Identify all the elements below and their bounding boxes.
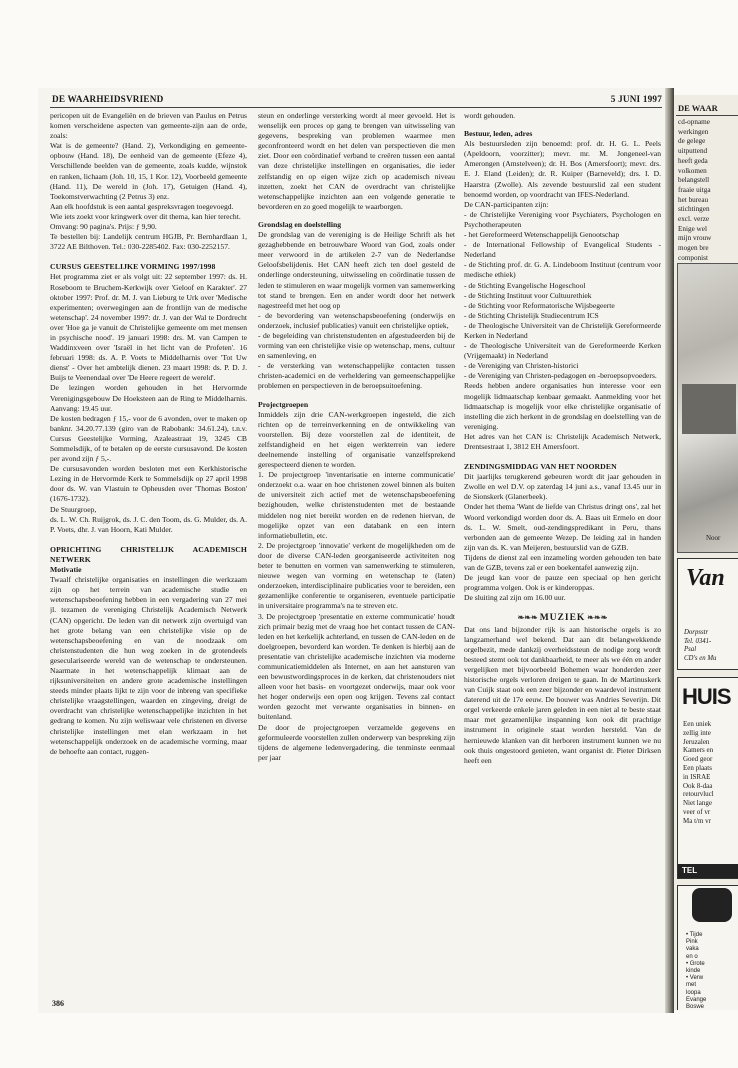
list-item: - het Gereformeerd Wetenschappelijk Genootschap [464,230,620,240]
text-line: Dorpsstr [684,629,709,636]
list-item: - de Christelijke Vereniging voor Psychiaters, Psychologen en Psychotherapeuten [464,209,661,229]
text-line: het bureau [678,195,709,204]
paragraph: Wie iets zoekt voor kringwerk over dit thema, kan hier terecht. [50,211,241,221]
paragraph: Het programma ziet er als volgt uit: 22 september 1997: ds. H. Roseboom te Bruchem-Kerkwijk over 'Geloof en Karakter'. 27 oktober 1997: Prof. dr. M. J. van Lieburg te Urk over 'Medische experimenten; overwegingen aan de frontlijn van de medische wetenschap'. 24 november 1997: dr. J. van der Wal te Dordrecht over 'Hoe ga je vanuit de Christelijke gemeente om met mensen in psychische nood'. 19 januari 1998: drs. M. van Campen te Waddinxveen over 'Israël in het licht van de Profeten'. 16 februari 1998: ds. A. P. Voets te Middelharnis over 'Tot Uw dienst' - Over het ambtelijk dienen. 23 maart 1998: ds. P. D. J. Buijs te Veenendaal over 'De Heere regeert de wereld'. [50,272,247,383]
list-item: - de Stichting Instituut voor Cultuurethiek [464,290,592,300]
paragraph: Tijdens de dienst zal een inzameling worden gehouden ten bate van de GZB, tevens zal er een boekentafel aanwezig zijn. [464,552,661,573]
advert-box-huis [677,677,738,879]
text-line: mogen bre [678,244,709,253]
header-rule [50,107,662,108]
advert-title: Van [686,565,725,591]
list-item: - de International Fellowship of Evangelical Students - Nederland [464,240,661,260]
adjacent-header: DE WAAR [678,103,718,113]
paragraph: De door de projectgroepen verzamelde gegevens en geformuleerde voorstellen zullen onderwerp van bespreking zijn tijdens de algemene ledenvergadering, die tenminste eenmaal per jaar [258,722,455,762]
paragraph: Het adres van het CAN is: Christelijk Academisch Netwerk, Drentsestraat 1, 3812 EH Amersfoort. [464,431,661,451]
paragraph: Als bestuursleden zijn benoemd: prof. dr. H. G. L. Peels (Apeldoorn, voorzitter); mevr. mr. M. Jongeneel-van Amerongen (Amstelveen); dr. H. Bos (Amersfoort); mevr. drs. E. J. Eland (Leiden); dr. R. Kuiper (Barneveld); drs. I. D. Haarstra (Zwolle). Als zevende bestuurslid zal een student benoemd worden, op voordracht van IFES-Nederland. [464,139,661,199]
adjacent-rule [676,115,738,116]
list-item: - de begeleiding van christenstudenten en afgestudeerden bij de vorming van een christelijke visie op wetenschap, mens, cultuur en samenleving, en [258,330,455,361]
column-1 [50,111,247,1001]
text-line: Enige wel [678,224,707,233]
list-item: - de Theologische Universiteit van de Christelijk Gereformeerde Kerken in Nederland [464,320,661,340]
column-3 [464,111,661,1001]
list-item: - de Theologische Universiteit van de Gereformeerde Kerken (Vrijgemaakt) in Nederland [464,341,661,361]
paragraph: Te bestellen bij: Landelijk centrum HGJB, Pr. Bernhardlaan 1, 3722 AE Bilthoven. Tel.: 030-2285402. Fax: 030-2252157. [50,232,247,252]
text-line: vaka [686,946,699,953]
section-heading-muziek [464,613,661,623]
paragraph: Dat ons land bijzonder rijk is aan historische orgels is zo langzamerhand wel bekend. Dat aan dit belangwekkende orgelbezit, mede dankzij overheidssteun de nodige zorg wordt besteed stemt ook tot dankbaarheid, te meer als we één en ander vergelijken met bijvoorbeeld Bohemen waar honderden zeer historische orgels verloren dreigen te gaan. In de Martinuskerk van Cuijk staat ook een zeer bijzonder en waardevol instrument daterend uit de 17e eeuw. De bouwer was Andries Severijn. Dit orgel verkeerde enkele jaren geleden in een niet al te beste staat maar met gezamenlijke inspanning kon ook dit prachtige instrument in originele staat worden hersteld. Van de hernieuwde klanken van dit herboren instrument kunnen we nu ook thuis ongestoord genieten, want organist dr. Pieter Dirksen heeft een [464,624,661,765]
paragraph: De jeugd kan voor de pauze een speciaal op hen gericht programma volgen. Ook is er kinderoppas. [464,573,661,593]
column-2 [258,111,455,1001]
text-line: zellig inte [683,728,711,737]
advert-box-3 [677,885,738,1010]
paragraph: De CAN-participanten zijn: [464,199,549,209]
text-line: Ook 8-daa [683,781,713,790]
text-line: Ma t/m vr [683,816,711,825]
paragraph: Omvang: 90 pagina's. Prijs: ƒ 9,90. [50,222,157,232]
section-heading-oprichting: OPRICHTING CHRISTELIJK ACADEMISCH NETWERK [50,544,247,564]
text-line: Een plaats [683,763,712,772]
list-item: - de Vereniging van Christen-historici [464,361,579,371]
adjacent-photo [677,263,738,553]
paragraph: De cursusavonden worden besloten met een Kerkhistorische Lezing in de Hervormde Kerk te Sommelsdijk op 27 april 1998 door ds. W. van Vlastuin te Opheusden over 'Thomas Boston' (1676-1732). [50,464,247,504]
paragraph: ds. L. W. Ch. Ruijgrok, ds. J. C. den Toom, ds. G. Mulder, ds. A. P. Voets, dhr. J. van Hoorn, Kati Mulder. [50,514,247,534]
text-line: de gelege [678,137,706,146]
paragraph: 2. De projectgroep 'innovatie' verkent de mogelijkheden om de door de diverse CAN-leden georganiseerde activiteiten nog beter te benutten en vormen van samenwerking te stimuleren, nieuwe wegen van vorming en wetenschap te (laten) onderzoeken, interdisciplinaire publicaties voor te bereiden, een gezamenlijke conferentie te organiseren, eventuele participatie in universitaire programma's na te streven etc. [258,540,455,611]
paragraph: De kosten bedragen ƒ 15,- voor de 6 avonden, over te maken op banknr. 34.20.77.139 (giro van de Rabobank: 34.61.24), t.n.v. Cursus Geestelijke Vorming, Azaleastraat 19, 3245 CB Sommelsdijk, of te betalen op de eerste cursusavond. De kosten per avond zijn ƒ 5,-. [50,413,247,464]
paragraph: Onder het thema 'Want de liefde van Christus dringt ons', zal het Woord verkondigd worden door ds. A. Baas uit Ermelo en door ds. L. W. Smelt, oud-zendingspredikant in Peru, thans verbonden aan de gemeente Wezep. De leiding zal in handen zijn van ds. K. van Meijeren, bestuurslid van de GZB. [464,502,661,552]
page-header [52,94,662,106]
paragraph: Dit jaarlijks terugkerend gebeuren wordt dit jaar gehouden in Zwolle en wel D.V. op zaterdag 14 juni a.s., vanaf 13.45 uur in de Sionskerk (Glanerbeek). [464,472,661,502]
paragraph: De sluiting zal zijn om 16.00 uur. [464,593,566,603]
advert-title: HUIS [682,684,731,709]
ornament-icon: ❧❧❧ [585,613,608,623]
page-number: 386 [52,999,64,1008]
text-line: kinde [686,968,701,975]
text-line: mijn vrouw [678,234,712,243]
page-fold [665,88,674,1013]
text-line: veer of vr [683,807,711,816]
text-line: Niet lange [683,799,712,808]
section-heading-zendingsmiddag: ZENDINGSMIDDAG VAN HET NOORDEN [464,462,617,472]
text-line: Goed geor [683,755,713,764]
text-line: loopa [686,989,701,996]
text-line: uitputtend [678,147,708,156]
subheading-grondslag: Grondslag en doelstelling [258,219,342,229]
list-item: - de Stichting voor Reformatorische Wijsbegeerte [464,300,615,310]
list-item: - de Stichting Evangelische Hogeschool [464,280,586,290]
ornament-icon: ❧❧❧ [517,613,540,623]
text-line: volkomen [678,166,707,175]
text-line: heeft geda [678,156,708,165]
text-line: Jeruzalen [683,737,710,746]
adjacent-page [674,95,738,1010]
paragraph: 3. De projectgroep 'presentatie en externe communicatie' houdt zich primair bezig met de vraag hoe het contact tussen de CAN-leden en het kerkelijk achterland, en tussen de CAN-leden en de doelgroepen, bevorderd kan worden. Te denken is hierbij aan de presentatie van christelijke academische inzichten via moderne communicatiemiddelen als Internet, en aan het aansturen van een bewustwordingsproces in de kerken, dat christenouders niet alleen voor het basis- en voortgezet onderwijs, maar ook voor het hoger onderwijs een open oog krijgen. Tevens zal contact worden gezocht met verwante organisaties in binnen- en buitenland. [258,611,455,722]
paragraph: Inmiddels zijn drie CAN-werkgroepen ingesteld, die zich richten op de terreinverkenning en de ontwikkeling van voorstellen. Bij deze voorstellen zal de identiteit, de zelfstandigheid en het eigen werkterrein van iedere deelnemende instelling of organisatie vanzelfsprekend gerespecteerd dienen te worden. [258,409,455,470]
muziek-title: MUZIEK [539,613,586,624]
text-line: excl. verze [678,215,710,224]
text-line: • Grote [686,960,705,967]
paragraph: Aan elk hoofdstuk is een aantal gespreksvragen toegevoegd. [50,201,234,211]
subheading-motivatie: Motivatie [50,565,82,575]
text-line: CD's en Mu [684,654,717,662]
list-item: - de versterking van wetenschappelijke contacten tussen christen-academici en de verheldering van gemeenschappelijke problemen en perspectieven in de beroepsuitoefening. [258,361,455,391]
list-item: - de Stichting Christelijk Studiecentrum ICS [464,310,599,320]
text-line: in ISRAE [683,772,711,781]
text-line: retourvlucl [683,790,714,799]
advert-box [677,558,738,670]
text-line: fraaie uitga [678,185,711,194]
text-line: belangstell [678,176,710,185]
advert-phone: TEL [678,864,738,878]
text-line: componist [678,253,708,262]
subheading-bestuur: Bestuur, leden, adres [464,129,533,139]
text-line: en o [686,953,698,960]
subheading-projectgroepen: Projectgroepen [258,399,309,409]
paragraph: De grondslag van de vereniging is de Heilige Schrift als het gezaghebbende en betrouwbare Woord van God, zoals onder meer verwoord in de artikelen 2-7 van de Nederlandse Geloofsbelijdenis. Het CAN heeft zich ten doel gesteld de onderlinge ondersteuning, uitwisseling en coördinatie tussen de leden te stimuleren en waar mogelijk vormen van samenwerking tot stand te brengen. Een en ander wordt door het netwerk nagestreefd met het oog op [258,230,455,310]
list-item: - de bevordering van wetenschapsbeoefening (onderwijs en onderzoek, inclusief publicaties) vanuit een christelijke optiek, [258,310,455,330]
paragraph: steun en onderlinge versterking wordt al meer gevoeld. Het is wenselijk een proces op gang te brengen van uitwisseling van gegevens, bespreking van problemen waarmee men geconfronteerd wordt en het delen van perspectieven die men ziet. Door een coördinatief verband te creëren tussen een aantal van deze christelijke instellingen en organisaties, die ieder zelfstandig en op eigen wijze zich op academisch niveau inzetten, zoekt het CAN de overdracht van christelijke wetenschappelijke inzichten aan een volgende generatie te bevorderen en zo goed mogelijk te waarborgen. [258,111,455,211]
section-heading-cursus: CURSUS GEESTELIJKE VORMING 1997/1998 [50,262,216,272]
issue-date: 5 JUNI 1997 [610,94,662,104]
paragraph: wordt gehouden. [464,111,516,120]
text-line: Psal [684,646,697,653]
paragraph: Reeds hebben andere organisaties hun interesse voor een mogelijk lidmaatschap kenbaar gemaakt. Aanmelding voor het lidmaatschap is mogelijk voor elke christelijke organisatie of instelling die zich herkent in de grondslag en doelstelling van de vereniging. [464,381,661,431]
text-line: stichtingen [678,205,710,214]
text-line: werkingen [678,127,709,136]
text-line: Evange [686,996,707,1003]
text-line: • Verw [686,975,704,982]
paragraph: 1. De projectgroep 'inventarisatie en interne communicatie' onderzoekt o.a. waar en hoe christenen zowel binnen als buiten de universiteit zich actief met de wetenschapsbeoefening bezighouden, welke christenstudenten met de bestaande middelen nog niet bereikt worden en de redenen hiervan, de mogelijke opzet van een databank en een intern informatiebulletin, etc. [258,470,455,540]
publication-title: DE WAARHEIDSVRIEND [52,94,164,104]
text-line: met [686,982,697,989]
paragraph: De Stuurgroep, [50,504,97,514]
text-line: cd-opname [678,118,710,126]
advert-logo-icon [692,888,732,922]
text-line: Tel. 0341- [684,637,712,645]
paragraph: De lezingen worden gehouden in het Hervormde Verenigingsgebouw De Hoeksteen aan de Ring te Middelharnis. Aanvang: 19.45 uur. [50,383,247,413]
paragraph: pericopen uit de Evangeliën en de brieven van Paulus en Petrus komen verscheidene aspecten van gemeente-zijn aan de orde, zoals: [50,111,247,141]
advert-text [686,932,706,1010]
list-item: - de Stichting prof. dr. G. A. Lindeboom Instituut (centrum voor medische ethiek) [464,260,661,280]
text-line: Boswe [686,1004,705,1010]
text-line: Pink [686,939,698,946]
paragraph: Wat is de gemeente? (Hand. 2), Verkondiging en gemeente-opbouw (Hand. 18), De eenheid van de gemeente (Efeze 4), Verschillende beelden van de gemeente, zoals kudde, wijnstok en ranken, lichaam (Joh. 10, 15, 1 Kor. 12), Voorbeeld gemeente (Hand. 11), De wereld in (Joh. 17), Getuigen (Hand. 4), Toekomstverwachting (2 Petrus 3) enz. [50,141,247,201]
text-line: • Tijde [686,932,703,938]
photo-caption: Noor [706,534,721,542]
photo-shadow [682,384,736,434]
adjacent-text [678,118,738,264]
paragraph: Twaalf christelijke organisaties en instellingen die werkzaam zijn op het terrein van academische studie en wetenschapsbeoefening hebben in een vergadering van 27 mei jl. tezamen de vereniging Christelijk Academisch Netwerk (CAN) opgericht. De leden van dit netwerk zijn overtuigd van het grote belang van een christelijke visie op de wetenschapsbeoefening en van de noodzaak om christenstudenten die hun weg zoeken in de grotendeels geseculariseerde wereld van de wetenschap te ondersteunen. Naarmate in het wetenschappelijk klimaat aan de rijksuniversiteiten en andere grote academische instellingen steeds minder plaats lijkt te zijn voor de inbreng van specifieke christelijke vraagstellingen, waarden en zingeving, dreigt de overdracht van christelijke wetenschappelijke inzichten in het gedrang te komen. Nu zijn weliswaar vele christenen en diverse christelijke instellingen met elan werkzaam in het wetenschappelijk onderzoek en de academische vorming, maar de behoefte aan contact, ruggen- [50,575,247,756]
advert-text [683,720,714,826]
text-line: Een uniek [683,720,712,728]
advert-text [684,629,716,663]
text-line: Kamers en [683,746,714,755]
list-item: - de Vereniging van Christen-pedagogen en -beroepsopvoeders. [464,371,657,381]
